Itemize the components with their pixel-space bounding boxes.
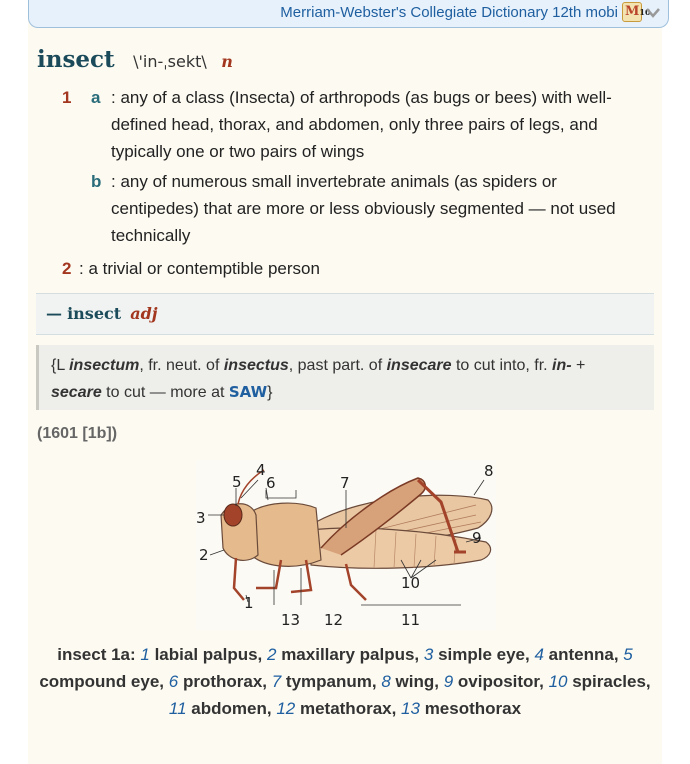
caption-term: wing, xyxy=(390,672,444,691)
caption-number-10: 10 xyxy=(548,672,568,691)
figure-label-6: 6 xyxy=(266,474,276,492)
sense-number-1: 1 xyxy=(62,88,72,107)
pronunciation: \'in-ˌsekt\ xyxy=(133,52,207,71)
figure-caption xyxy=(36,641,654,722)
etym-word-insectum: insectum xyxy=(69,357,140,374)
caption-term: tympanum, xyxy=(281,672,382,691)
figure-label-11: 11 xyxy=(401,611,421,629)
caption-number-3: 3 xyxy=(423,645,434,664)
caption-number-12: 12 xyxy=(276,699,296,718)
caption-term: compound eye, xyxy=(39,672,169,691)
caption-number-13: 13 xyxy=(401,699,420,718)
run-on-function: adj xyxy=(130,304,158,323)
badge-letter: M xyxy=(625,4,640,19)
run-on-dash: — xyxy=(46,304,62,323)
figure-label-2: 2 xyxy=(199,546,209,564)
sense-1a-line-1: : any of a class (Insecta) of arthropods (as bugs or bees) with well- xyxy=(111,88,612,107)
headword-line xyxy=(37,46,233,73)
sense-1a-line-3: typically one or two pairs of wings xyxy=(111,142,365,161)
sense-letter-a: a xyxy=(91,88,101,107)
figure-label-10: 10 xyxy=(401,574,421,592)
caption-term: maxillary palpus, xyxy=(276,645,424,664)
caption-number-2: 2 xyxy=(267,645,277,664)
sense-1b-line-1: : any of numerous small invertebrate animals (as spiders or xyxy=(111,172,557,191)
figure-label-9: 9 xyxy=(472,529,482,547)
function-label: n xyxy=(221,52,233,71)
chevron-down-icon[interactable] xyxy=(644,4,662,22)
caption-term: abdomen, xyxy=(186,699,277,718)
saw-link[interactable]: SAW xyxy=(228,383,268,401)
grasshopper-illustration xyxy=(196,460,496,630)
figure-label-1: 1 xyxy=(244,594,254,612)
etym-word-secare: secare xyxy=(51,384,102,401)
sense-1a-definition xyxy=(111,84,656,165)
headword: insect xyxy=(37,46,115,73)
sense-1b-line-3: technically xyxy=(111,226,191,245)
figure-label-8: 8 xyxy=(484,462,494,480)
dictionary-header[interactable] xyxy=(28,0,669,28)
first-known-use-date: (1601 [1b]) xyxy=(37,425,118,442)
caption-term: labial palpus, xyxy=(149,645,267,664)
figure-label-7: 7 xyxy=(340,474,350,492)
caption-term: mesothorax xyxy=(419,699,522,718)
caption-number-1: 1 xyxy=(140,645,150,664)
etym-text-4: + xyxy=(571,357,586,374)
etym-close: } xyxy=(267,384,273,401)
sense-letter-b: b xyxy=(91,172,102,191)
caption-number-8: 8 xyxy=(381,672,391,691)
caption-term: prothorax, xyxy=(178,672,272,691)
sense-2-definition: : a trivial or contemptible person xyxy=(79,259,320,278)
run-on-entry xyxy=(36,293,654,335)
figure-label-3: 3 xyxy=(196,509,206,527)
sense-1a-line-2: defined head, thorax, and abdomen, only three pairs of legs, and xyxy=(111,115,598,134)
caption-term: ovipositor, xyxy=(453,672,549,691)
run-on-word: insect xyxy=(67,304,122,323)
figure-label-4: 4 xyxy=(256,461,266,479)
badge-number: 10 xyxy=(639,7,651,17)
etym-open: {L xyxy=(51,357,70,374)
etym-text-1: , fr. neut. of xyxy=(139,357,224,374)
etym-word-insectus: insectus xyxy=(223,357,289,374)
dictionary-badge-icon[interactable] xyxy=(622,2,651,22)
etym-text-2: , past part. of xyxy=(288,357,387,374)
caption-number-5: 5 xyxy=(623,645,633,664)
etymology-box xyxy=(36,345,654,410)
caption-term: spiracles, xyxy=(567,672,651,691)
caption-term: metathorax, xyxy=(295,699,402,718)
caption-number-9: 9 xyxy=(443,672,454,691)
caption-number-6: 6 xyxy=(168,672,179,691)
sense-number-2: 2 xyxy=(62,259,72,278)
sense-1b-definition xyxy=(111,168,656,249)
etymology-text xyxy=(51,352,641,406)
caption-number-4: 4 xyxy=(534,645,544,664)
etym-text-3: to cut into, fr. xyxy=(451,357,553,374)
dictionary-title[interactable]: Merriam-Webster's Collegiate Dictionary 12th mobi xyxy=(280,4,618,21)
figure-label-5: 5 xyxy=(232,473,242,491)
etym-text-5: to cut — more at xyxy=(101,384,229,401)
etym-word-in: in- xyxy=(552,357,572,374)
caption-term: antenna, xyxy=(543,645,624,664)
figure-label-13: 13 xyxy=(281,611,301,629)
caption-number-11: 11 xyxy=(168,699,187,718)
etym-word-insecare: insecare xyxy=(386,357,452,374)
figure-label-12: 12 xyxy=(324,611,344,629)
caption-term: simple eye, xyxy=(433,645,535,664)
sense-1b-line-2: centipedes) that are more or less obviously segmented — not used xyxy=(111,199,616,218)
caption-lead: insect 1a: xyxy=(57,645,141,664)
caption-number-7: 7 xyxy=(271,672,282,691)
